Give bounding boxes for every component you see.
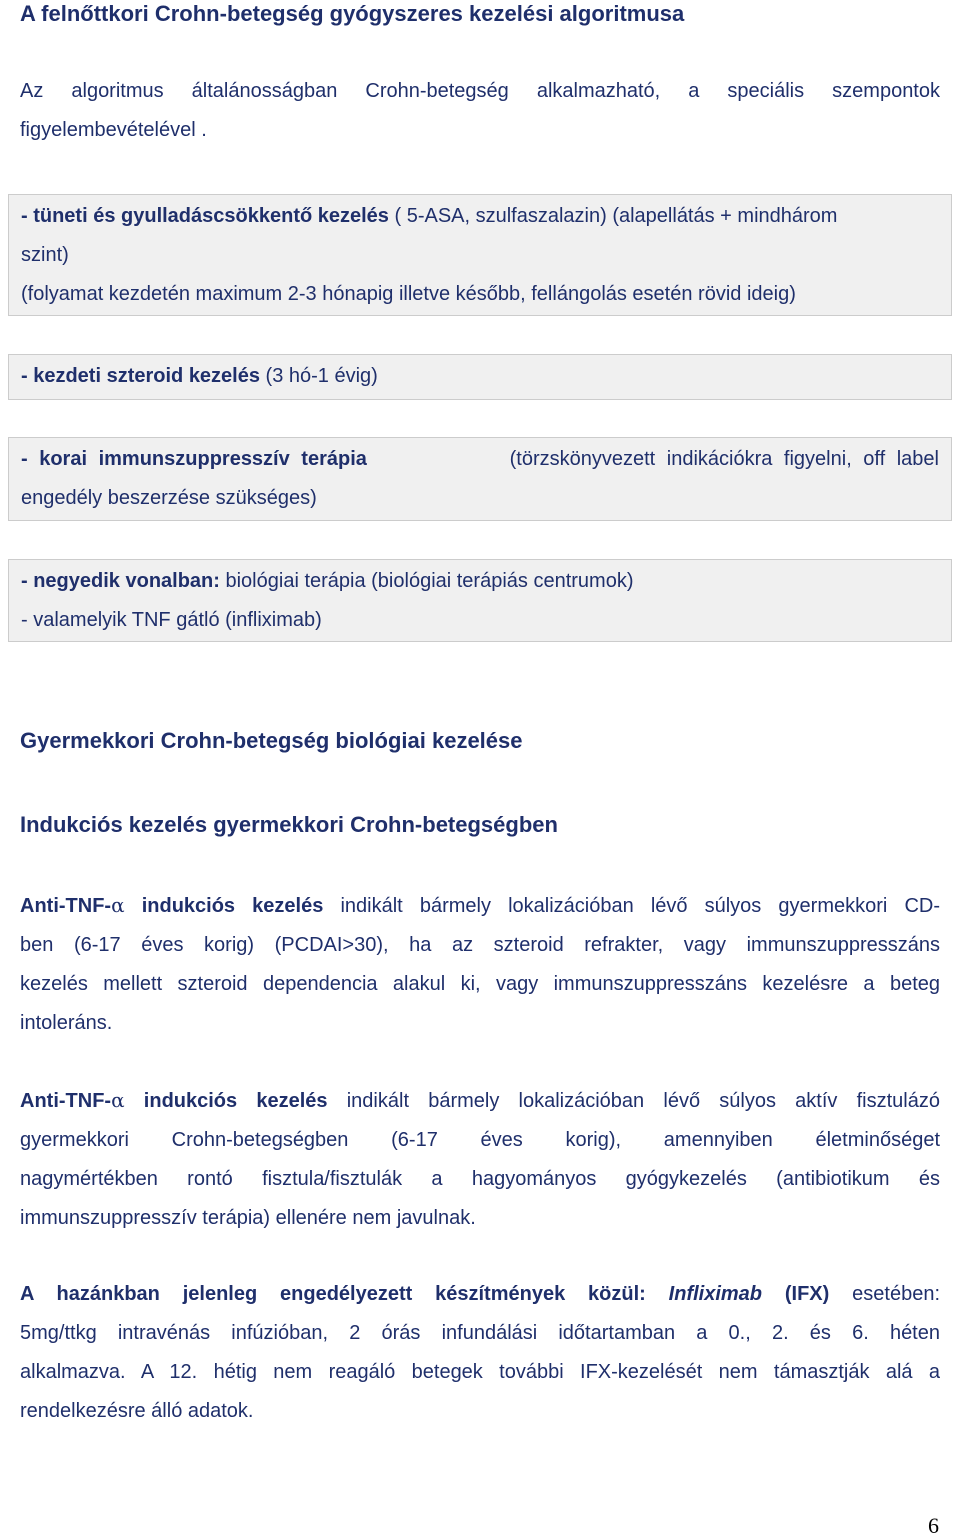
para2-alpha: α bbox=[111, 1088, 125, 1112]
step-1-line-3: (folyamat kezdetén maximum 2-3 hónapig illetve később, fellángolás esetén rövid ideig) bbox=[21, 283, 796, 305]
para2-rest: indikált bármely lokalizációban lévő súlyos aktív fisztulázó bbox=[327, 1090, 940, 1112]
paragraph-infliximab bbox=[20, 1275, 940, 1431]
para1-bold-a: Anti-TNF- bbox=[20, 895, 112, 917]
step-3-bold: - korai immunszuppresszív terápia bbox=[21, 448, 367, 470]
para3-bold-a: A hazánkban jelenleg engedélyezett készítmények közül: bbox=[20, 1283, 646, 1305]
para1-alpha: α bbox=[111, 893, 125, 917]
step-4-line-2: - valamelyik TNF gátló (infliximab) bbox=[21, 609, 322, 631]
paragraph-induction-2 bbox=[20, 1081, 940, 1238]
section-heading-induction: Indukciós kezelés gyermekkori Crohn-betegségben bbox=[20, 812, 558, 837]
para3-infliximab: Infliximab bbox=[668, 1283, 763, 1305]
step-1-line-2: szint) bbox=[21, 244, 69, 266]
para3-line-4: rendelkezésre álló adatok. bbox=[20, 1400, 254, 1422]
para1-rest: indikált bármely lokalizációban lévő súlyos gyermekkori CD- bbox=[323, 895, 940, 917]
treatment-step-1-box bbox=[8, 194, 952, 316]
step-2-rest: (3 hó-1 évig) bbox=[259, 365, 378, 387]
step-4-bold: - negyedik vonalban: bbox=[21, 570, 220, 592]
step-4-line-1 bbox=[21, 562, 939, 601]
section-heading-pediatric: Gyermekkori Crohn-betegség biológiai kezelése bbox=[20, 728, 523, 753]
para3-line-3: alkalmazva. A 12. hétig nem reagáló betegek további IFX-kezelését nem támasztják alá a bbox=[20, 1361, 940, 1383]
paragraph-induction-1 bbox=[20, 886, 940, 1043]
para1-line-2: ben (6-17 éves korig) (PCDAI>30), ha az szteroid refrakter, vagy immunszuppresszáns bbox=[20, 934, 940, 956]
intro-line-2: figyelembevételével . bbox=[20, 119, 207, 141]
para1-line-1 bbox=[20, 886, 940, 926]
step-3-line-2: engedély beszerzése szükséges) bbox=[21, 487, 317, 509]
treatment-step-3-box bbox=[8, 437, 952, 521]
para2-line-4: immunszuppresszív terápia) ellenére nem javulnak. bbox=[20, 1207, 476, 1229]
step-3-line-1 bbox=[21, 440, 939, 479]
step-4-rest: biológiai terápia (biológiai terápiás centrumok) bbox=[219, 570, 634, 592]
step-1-rest: ( 5-ASA, szulfaszalazin) (alapellátás + mindhárom bbox=[388, 205, 838, 227]
para2-line-2: gyermekkori Crohn-betegségben (6-17 éves korig), amennyiben életminőséget bbox=[20, 1129, 940, 1151]
step-1-bold: - tüneti és gyulladáscsökkentő kezelés bbox=[21, 205, 389, 227]
step-2-line bbox=[21, 357, 939, 396]
para1-bold-b: indukciós kezelés bbox=[124, 895, 324, 917]
document-title: A felnőttkori Crohn-betegség gyógyszeres kezelési algoritmusa bbox=[20, 1, 685, 26]
para3-line-2: 5mg/ttkg intravénás infúzióban, 2 órás infundálási időtartamban a 0., 2. és 6. héten bbox=[20, 1322, 940, 1344]
para3-ifx: (IFX) bbox=[784, 1283, 830, 1305]
para2-line-1 bbox=[20, 1081, 940, 1121]
step-1-line-1 bbox=[21, 197, 939, 236]
page-number: 6 bbox=[928, 1513, 939, 1538]
para2-bold-a: Anti-TNF- bbox=[20, 1090, 112, 1112]
intro-line-1-text: Az algoritmus általánosságban Crohn-betegség alkalmazható, a speciális szempontok bbox=[20, 80, 940, 102]
step-3-rest: (törzskönyvezett indikációkra figyelni, off label bbox=[509, 448, 939, 470]
para2-line-3: nagymértékben rontó fisztula/fisztulák a hagyományos gyógykezelés (antibiotikum és bbox=[20, 1168, 940, 1190]
para2-bold-b: indukciós kezelés bbox=[124, 1090, 328, 1112]
treatment-step-2-box bbox=[8, 354, 952, 400]
para1-line-4: intoleráns. bbox=[20, 1012, 113, 1034]
intro-paragraph bbox=[20, 72, 940, 150]
treatment-step-4-box bbox=[8, 559, 952, 642]
para1-line-3: kezelés mellett szteroid dependencia alakul ki, vagy immunszuppresszáns kezelésre a beteg bbox=[20, 973, 940, 995]
step-2-bold: - kezdeti szteroid kezelés bbox=[21, 365, 260, 387]
para3-line-1 bbox=[20, 1275, 940, 1314]
intro-line-1 bbox=[20, 72, 940, 111]
para3-rest: esetében: bbox=[852, 1283, 941, 1305]
